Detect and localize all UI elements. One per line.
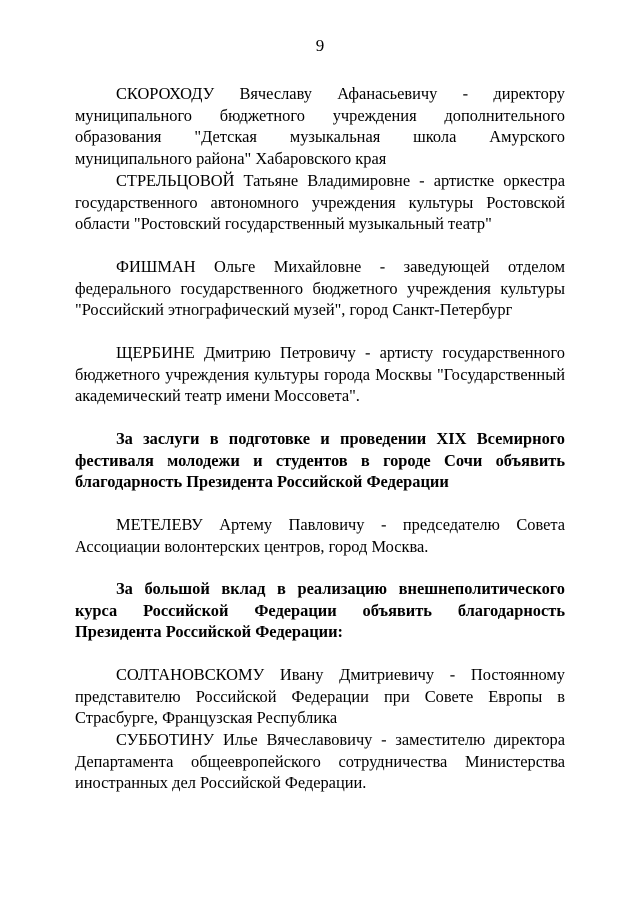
- award-entry-streltsova: СТРЕЛЬЦОВОЙ Татьяне Владимировне - артистке оркестра государственного автономного учреждения культуры Ростовской области "Ростовский государственный музыкальный театр": [75, 171, 565, 234]
- award-entry-metelev: МЕТЕЛЕВУ Артему Павловичу - председателю Совета Ассоциации волонтерских центров, город Москва.: [75, 515, 565, 556]
- section-heading-foreign-policy: За большой вклад в реализацию внешнеполитического курса Российской Федерации объявить благодарность Президента Российской Федерации:: [75, 579, 565, 642]
- award-entry-skorokhod: СКОРОХОДУ Вячеславу Афанасьевичу - директору муниципального бюджетного учреждения дополнительного образования "Детская музыкальная школа Амурского муниципального района" Хабаровского края: [75, 84, 565, 169]
- page-number: 9: [315, 36, 325, 55]
- award-entry-soltanovsky: СОЛТАНОВСКОМУ Ивану Дмитриевичу - Постоянному представителю Российской Федерации при Совете Европы в Страсбурге, Французская Республика: [75, 665, 565, 728]
- award-entry-fishman: ФИШМАН Ольге Михайловне - заведующей отделом федерального государственного бюджетного учреждения культуры "Российский этнографический музей", город Санкт-Петербург: [75, 257, 565, 320]
- award-entry-subbotin: СУББОТИНУ Илье Вячеславовичу - заместителю директора Департамента общеевропейского сотрудничества Министерства иностранных дел Российской Федерации.: [75, 730, 565, 793]
- section-heading-festival: За заслуги в подготовке и проведении XIX Всемирного фестиваля молодежи и студентов в городе Сочи объявить благодарность Президента Российской Федерации: [75, 429, 565, 492]
- award-entry-shcherbina: ЩЕРБИНЕ Дмитрию Петровичу - артисту государственного бюджетного учреждения культуры города Москвы "Государственный академический театр имени Моссовета".: [75, 343, 565, 406]
